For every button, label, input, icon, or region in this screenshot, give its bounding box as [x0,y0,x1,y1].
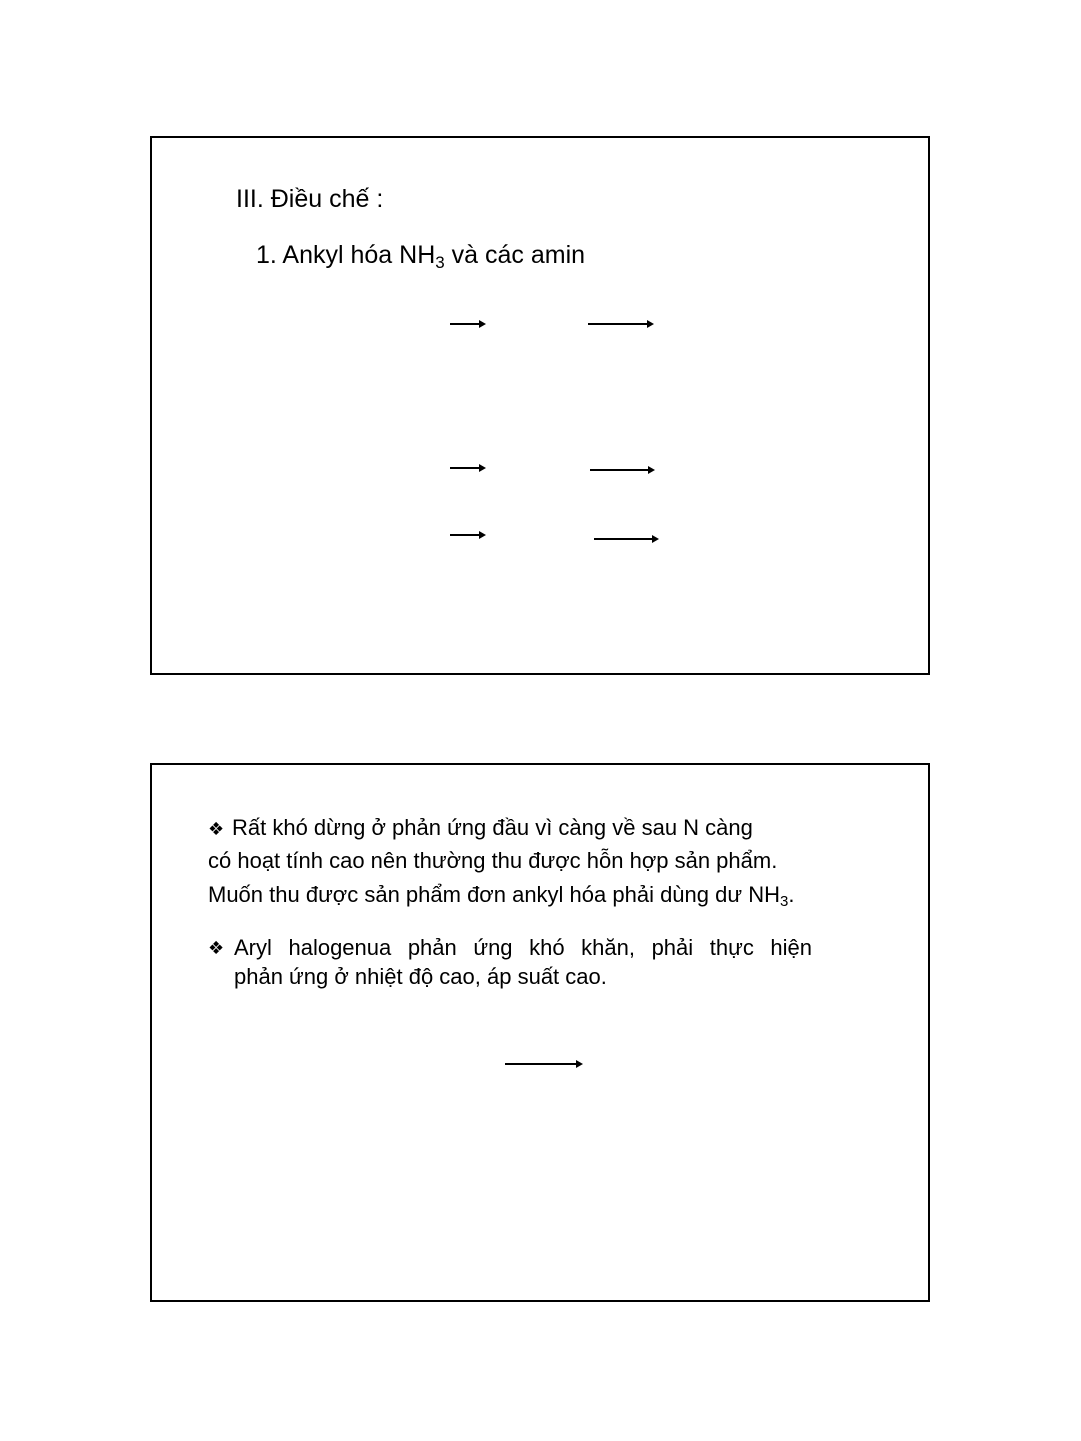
reaction-arrow-icon [588,323,651,325]
reaction-arrow-icon [450,534,483,536]
reaction-arrow-icon [594,538,656,540]
section-heading [236,184,383,214]
reaction-arrow-icon [505,1063,580,1065]
sub-heading-subscript: 3 [435,253,445,272]
bullet-icon: ❖ [208,938,225,958]
reaction-arrow-icon [590,469,652,471]
sub-heading [256,240,585,270]
slide-2 [150,763,930,1302]
sub-heading-prefix: 1. Ankyl hóa NH [256,241,436,269]
section-heading-text: III. Điều chế : [236,185,384,213]
slide-1 [150,136,930,675]
point-1-line-3-suffix: . [788,882,795,907]
point-1-line-2 [208,844,777,878]
point-1-line-1 [208,811,753,846]
point-2-line-1-text: Aryl halogenua phản ứng khó khăn, phải thực hiện [234,935,812,960]
reaction-arrow-icon [450,467,483,469]
bullet-icon: ❖ [208,819,225,839]
point-2-line-2: phản ứng ở nhiệt độ cao, áp suất cao. [234,964,607,989]
point-1-line-2-text: có hoạt tính cao nên thường thu được hỗn hợp sản phẩm. [208,848,778,873]
point-1-line-3 [208,878,794,912]
point-1-line-3-subscript: 3 [779,893,789,910]
point-1-line-1-text: Rất khó dừng ở phản ứng đầu vì càng về sau N càng [232,815,753,840]
sub-heading-suffix: và các amin [444,241,586,269]
point-1-line-3-text: Muốn thu được sản phẩm đơn ankyl hóa phải dùng dư NH [208,882,780,907]
reaction-arrow-icon [450,323,483,325]
